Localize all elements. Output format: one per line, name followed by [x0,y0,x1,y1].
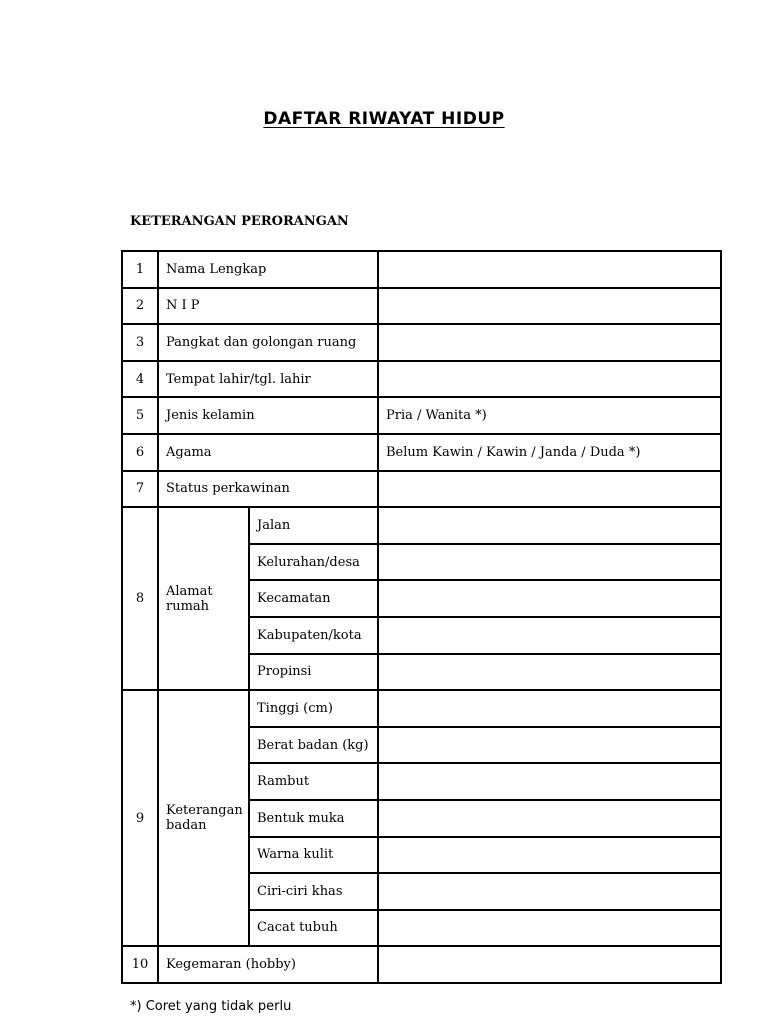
jenis-kelamin-field[interactable]: Pria / Wanita *) [378,397,721,434]
sub-label: Kecamatan [249,580,378,617]
bentuk-muka-field[interactable] [378,800,721,837]
row-number: 1 [122,251,158,288]
nama-lengkap-field[interactable] [378,251,721,288]
section-heading: KETERANGAN PERORANGAN [130,214,349,229]
sub-label: Berat badan (kg) [249,727,378,764]
berat-badan-field[interactable] [378,727,721,764]
document-title: DAFTAR RIWAYAT HIDUP [263,109,505,129]
sub-label: Rambut [249,763,378,800]
warna-kulit-field[interactable] [378,837,721,874]
ciri-khas-field[interactable] [378,873,721,910]
row-label: Status perkawinan [158,471,378,508]
kecamatan-field[interactable] [378,580,721,617]
table-row [122,251,721,288]
kegemaran-field[interactable] [378,946,721,983]
nip-field[interactable] [378,288,721,325]
row-label: Nama Lengkap [158,251,378,288]
row-label: Alamat rumah [158,507,249,690]
sub-label: Kelurahan/desa [249,544,378,581]
footnote: *) Coret yang tidak perlu [130,999,292,1014]
jalan-field[interactable] [378,507,721,544]
table-row [122,690,721,727]
pangkat-field[interactable] [378,324,721,361]
table-row [122,397,721,434]
propinsi-field[interactable] [378,654,721,691]
sub-label: Jalan [249,507,378,544]
kelurahan-field[interactable] [378,544,721,581]
row-number: 8 [122,507,158,690]
table-row [122,946,721,983]
sub-label: Cacat tubuh [249,910,378,947]
row-number: 4 [122,361,158,398]
kabupaten-field[interactable] [378,617,721,654]
sub-label: Propinsi [249,654,378,691]
row-number: 3 [122,324,158,361]
personal-info-table [121,250,722,984]
table-row [122,324,721,361]
table-row [122,471,721,508]
table-row [122,507,721,544]
row-label: Kegemaran (hobby) [158,946,378,983]
agama-field[interactable]: Belum Kawin / Kawin / Janda / Duda *) [378,434,721,471]
row-label: Tempat lahir/tgl. lahir [158,361,378,398]
row-number: 2 [122,288,158,325]
sub-label: Bentuk muka [249,800,378,837]
sub-label: Tinggi (cm) [249,690,378,727]
table-row [122,288,721,325]
cacat-tubuh-field[interactable] [378,910,721,947]
table-row [122,434,721,471]
status-perkawinan-field[interactable] [378,471,721,508]
tempat-tgl-lahir-field[interactable] [378,361,721,398]
sub-label: Kabupaten/kota [249,617,378,654]
table-row [122,361,721,398]
row-number: 6 [122,434,158,471]
row-label: Jenis kelamin [158,397,378,434]
sub-label: Warna kulit [249,837,378,874]
row-label: Keterangan badan [158,690,249,946]
row-number: 5 [122,397,158,434]
row-number: 7 [122,471,158,508]
row-number: 9 [122,690,158,946]
rambut-field[interactable] [378,763,721,800]
row-number: 10 [122,946,158,983]
sub-label: Ciri-ciri khas [249,873,378,910]
row-label: Pangkat dan golongan ruang [158,324,378,361]
row-label: N I P [158,288,378,325]
row-label: Agama [158,434,378,471]
tinggi-field[interactable] [378,690,721,727]
